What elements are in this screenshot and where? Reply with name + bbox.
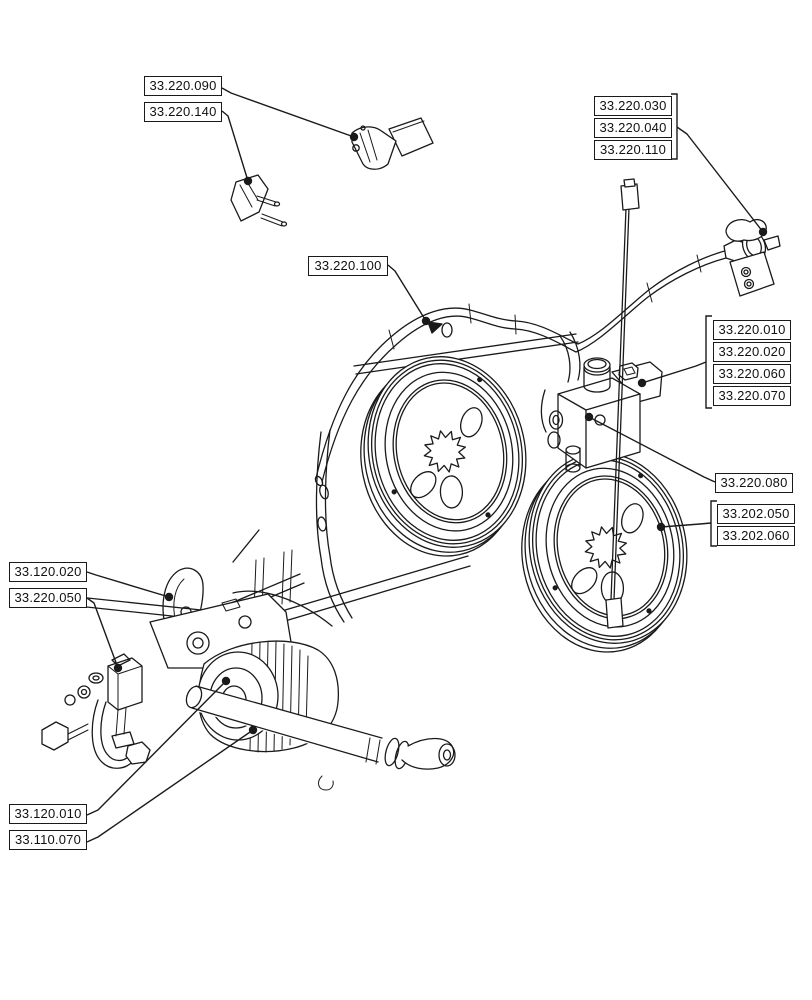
callout-33-220-040[interactable]: 33.220.040 xyxy=(594,118,672,138)
brake-valve-block xyxy=(548,358,662,472)
steel-pipe-bundle xyxy=(233,430,352,626)
hydraulic-coupler xyxy=(724,220,780,296)
mounting-bracket xyxy=(231,175,287,226)
callout-33-220-010[interactable]: 33.220.010 xyxy=(713,320,791,340)
callout-33-120-010[interactable]: 33.120.010 xyxy=(9,804,87,824)
callout-33-220-110[interactable]: 33.220.110 xyxy=(594,140,672,160)
callout-33-220-020[interactable]: 33.220.020 xyxy=(713,342,791,362)
brake-disc-front xyxy=(342,342,545,571)
callout-33-220-070[interactable]: 33.220.070 xyxy=(713,386,791,406)
callout-33-220-100[interactable]: 33.220.100 xyxy=(308,256,388,276)
callout-group-brackets xyxy=(671,94,717,546)
lower-valve-assembly xyxy=(42,550,470,790)
callout-33-220-050[interactable]: 33.220.050 xyxy=(9,588,87,608)
callout-33-120-020[interactable]: 33.120.020 xyxy=(9,562,87,582)
callout-33-110-070[interactable]: 33.110.070 xyxy=(9,830,87,850)
callout-33-202-050[interactable]: 33.202.050 xyxy=(717,504,795,524)
bellcrank-arm xyxy=(402,739,454,770)
callout-33-220-080[interactable]: 33.220.080 xyxy=(715,473,793,493)
valve-bracket-block xyxy=(108,658,142,710)
callout-33-202-060[interactable]: 33.202.060 xyxy=(717,526,795,546)
brake-pedal xyxy=(352,118,433,169)
callout-33-220-090[interactable]: 33.220.090 xyxy=(144,76,222,96)
callout-33-220-140[interactable]: 33.220.140 xyxy=(144,102,222,122)
callout-33-220-060[interactable]: 33.220.060 xyxy=(713,364,791,384)
brake-disc-rear xyxy=(503,438,706,667)
callout-33-220-030[interactable]: 33.220.030 xyxy=(594,96,672,116)
